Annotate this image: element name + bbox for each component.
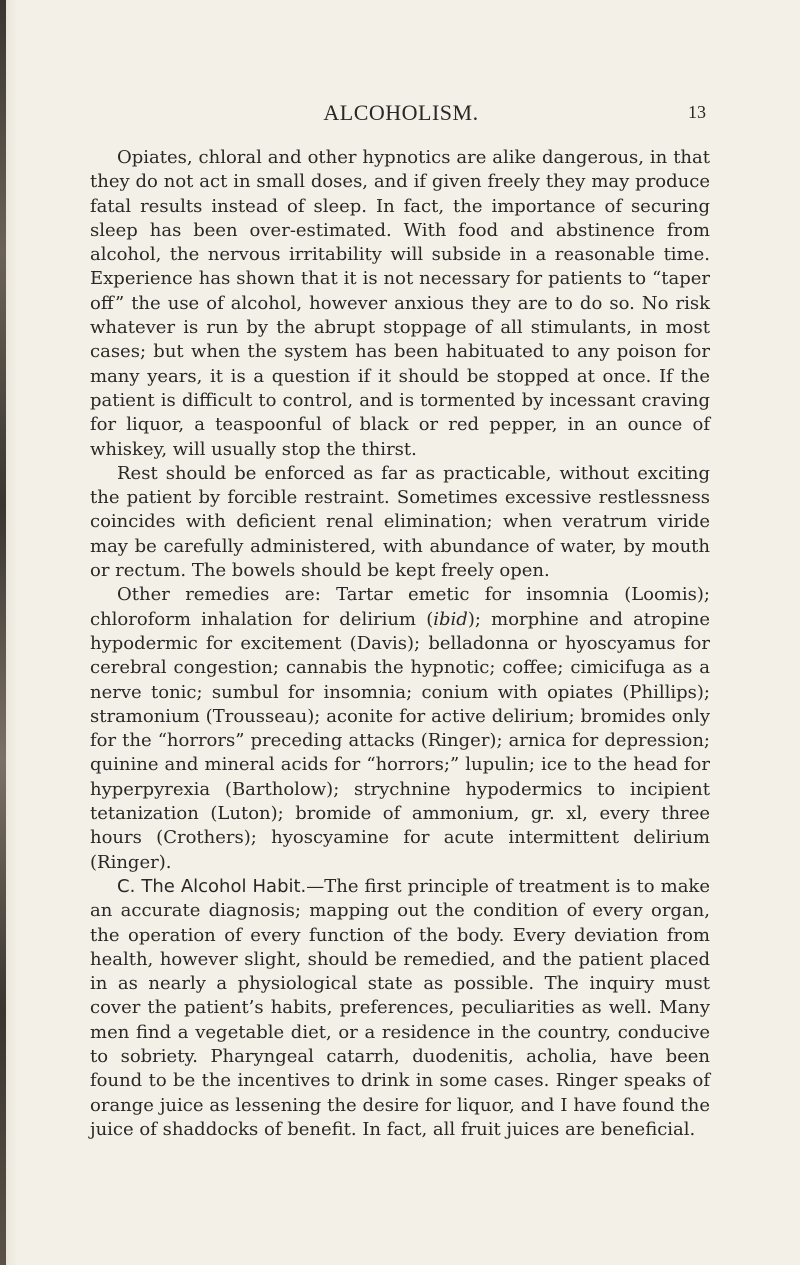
paragraph-text: Rest should be enforced as far as practicable, without exciting the patient by forcible restraint. Sometimes excessive restlessness coincides with deficient renal elimination; when veratrum viride may be carefully administered, with abundance of water, by mouth or rectum. The bowels should be kept freely open. (90, 462, 710, 582)
body-text (90, 146, 710, 1142)
italic-ibid: ibid (433, 608, 468, 630)
paragraph-alcohol-habit (90, 875, 710, 1142)
paragraph-opiates (90, 146, 710, 462)
page-header (96, 100, 706, 134)
paragraph-text-after: ); morphine and atropine hypodermic for excitement (Davis); belladonna or hyoscyamus for cerebral congestion; cannabis the hypnotic; coffee; cimicifuga as a nerve tonic; sumbul for insomnia; conium with opiates (Phillips); stramonium (Trousseau); aconite for active delirium; bromides only for the “horrors” preceding attacks (Ringer); arnica for depression; quinine and mineral acids for “horrors;” lupulin; ice to the head for hyperpyrexia (Bartholow); strychnine hypodermics to incipient tetanization (Luton); bromide of ammonium, gr. xl, every three hours (Crothers); hyoscyamine for acute intermittent delirium (Ringer). (90, 608, 711, 873)
paragraph-text: Opiates, chloral and other hypnotics are alike dangerous, in that they do not act in small doses, and if given freely they may produce fatal results instead of sleep. In fact, the importance of securing sleep has been over-estimated. With food and abstinence from alcohol, the nervous irritability will subside in a reasonable time. Experience has shown that it is not necessary for patients to “taper off” the use of alcohol, however anxious they are to do so. No risk whatever is run by the abrupt stoppage of all stimulants, in most cases; but when the system has been habituated to any poison for many years, it is a question if it should be stopped at once. If the patient is difficult to control, and is tormented by incessant craving for liquor, a teaspoonful of black or red pepper, in an ounce of whiskey, will usually stop the thirst. (90, 147, 710, 460)
paragraph-text-before: Other remedies are: Tartar emetic for insomnia (Loomis); chloroform inhalation for delirium ( (90, 584, 710, 630)
paragraph-other-remedies (90, 583, 710, 875)
running-head: ALCOHOLISM. (323, 100, 479, 125)
page-binding-edge (0, 0, 6, 1265)
paragraph-rest (90, 462, 710, 583)
paragraph-text: —The first principle of treatment is to make an accurate diagnosis; mapping out the condition of every organ, the operation of every function of the body. Every deviation from health, however slight, should be remedied, and the patient placed in as nearly a physiological state as possible. The inquiry must cover the patient’s habits, preferences, peculiarities as well. Many men find a vegetable diet, or a residence in the country, conducive to sobriety. Pharyngeal catarrh, duodenitis, acholia, have been found to be the incentives to drink in some cases. Ringer speaks of orange juice as lessening the desire for liquor, and I have found the juice of shaddocks of benefit. In fact, all fruit juices are beneficial. (90, 875, 710, 1140)
page-number: 13 (688, 102, 706, 122)
section-heading: C. The Alcohol Habit. (117, 875, 307, 897)
